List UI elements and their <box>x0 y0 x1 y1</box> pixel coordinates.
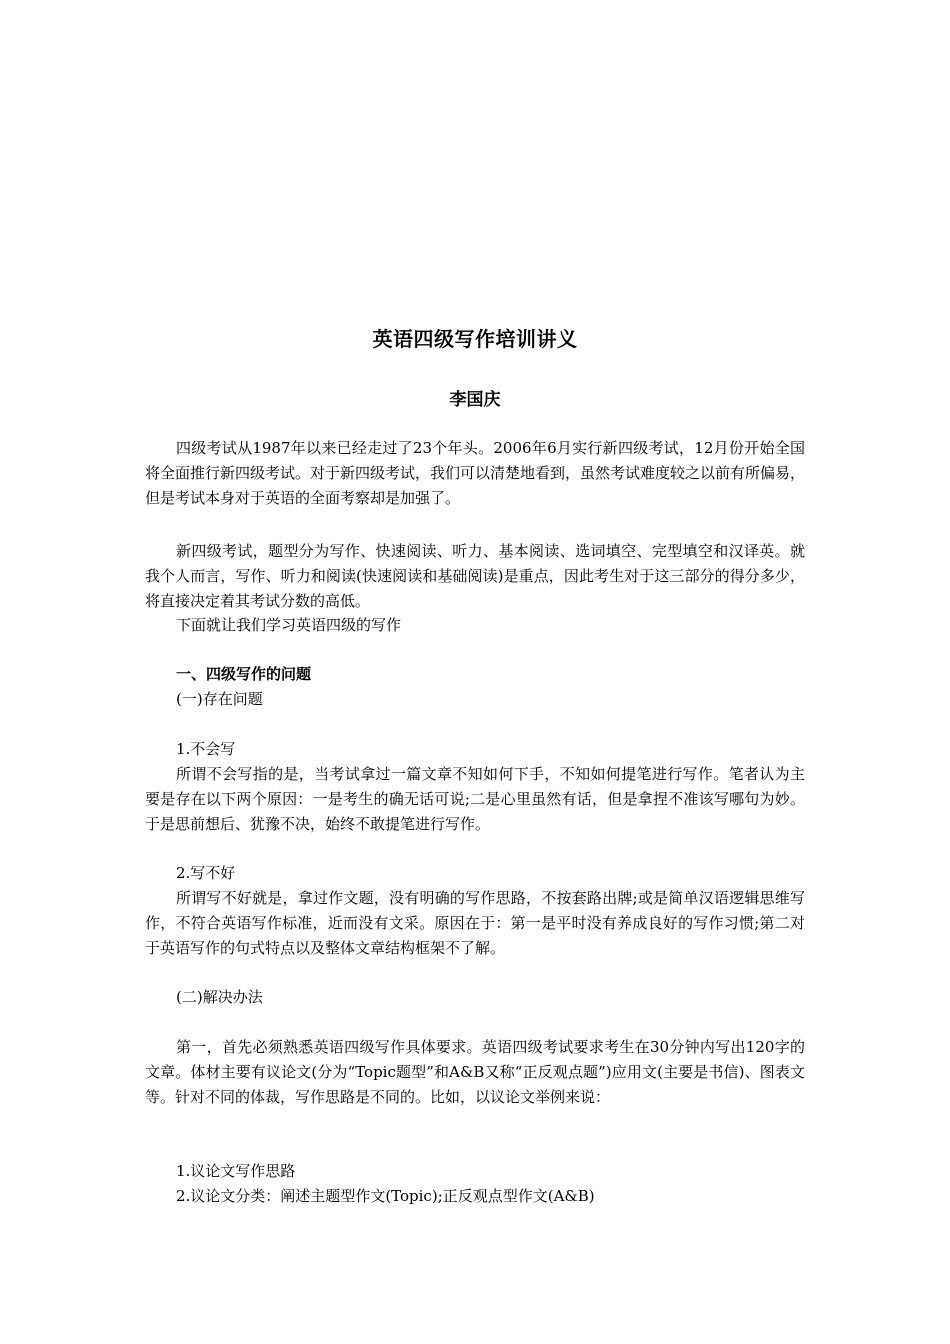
item-heading-cannot-write: 1.不会写 <box>176 740 236 758</box>
list-item-argument-approach: 1.议论文写作思路 <box>176 1162 296 1180</box>
paragraph-solution-first: 第一，首先必须熟悉英语四级写作具体要求。英语四级考试要求考生在30分钟内写出120字的文章。体材主要有议论文(分为“Topic题型”和A&B又称“正反观点题”)应用文(主要是书信)、图表文等。针对不同的体裁，写作思路是不同的。比如，以议论文举例来说： <box>145 1038 805 1106</box>
paragraph-intro: 四级考试从1987年以来已经走过了23个年头。2006年6月实行新四级考试，12月份开始全国将全面推行新四级考试。对于新四级考试，我们可以清楚地看到，虽然考试难度较之以前有所偏易，但是考试本身对于英语的全面考察却是加强了。 <box>145 439 806 507</box>
paragraph-question-types: 新四级考试，题型分为写作、快速阅读、听力、基本阅读、选词填空、完型填空和汉译英。就我个人而言，写作、听力和阅读(快速阅读和基础阅读)是重点，因此考生对于这三部分的得分多少，将直接决定着其考试分数的高低。 <box>145 542 805 610</box>
document-title: 英语四级写作培训讲义 <box>372 327 578 351</box>
item-heading-write-poorly: 2.写不好 <box>176 864 236 882</box>
paragraph-lead-in: 下面就让我们学习英语四级的写作 <box>176 616 402 634</box>
subheading-solutions: (二)解决办法 <box>176 988 263 1006</box>
section-heading-problems: 一、四级写作的问题 <box>176 665 312 683</box>
item-text-write-poorly: 所谓写不好就是，拿过作文题，没有明确的写作思路，不按套路出牌;或是简单汉语逻辑思维写作，不符合英语写作标准，近而没有文采。原因在于：第一是平时没有养成良好的写作习惯;第二对于英语写作的句式特点以及整体文章结构框架不了解。 <box>145 889 805 957</box>
document-author: 李国庆 <box>449 390 501 410</box>
subheading-existing-problems: (一)存在问题 <box>176 690 263 708</box>
list-item-argument-types: 2.议论文分类：阐述主题型作文(Topic);正反观点型作文(A&B) <box>176 1187 595 1205</box>
item-text-cannot-write: 所谓不会写指的是，当考试拿过一篇文章不知如何下手，不知如何提笔进行写作。笔者认为主要是存在以下两个原因：一是考生的确无话可说;二是心里虽然有话，但是拿捏不准该写哪句为妙。于是思前想后、犹豫不决，始终不敢提笔进行写作。 <box>145 765 805 833</box>
document-page <box>145 0 805 1344</box>
